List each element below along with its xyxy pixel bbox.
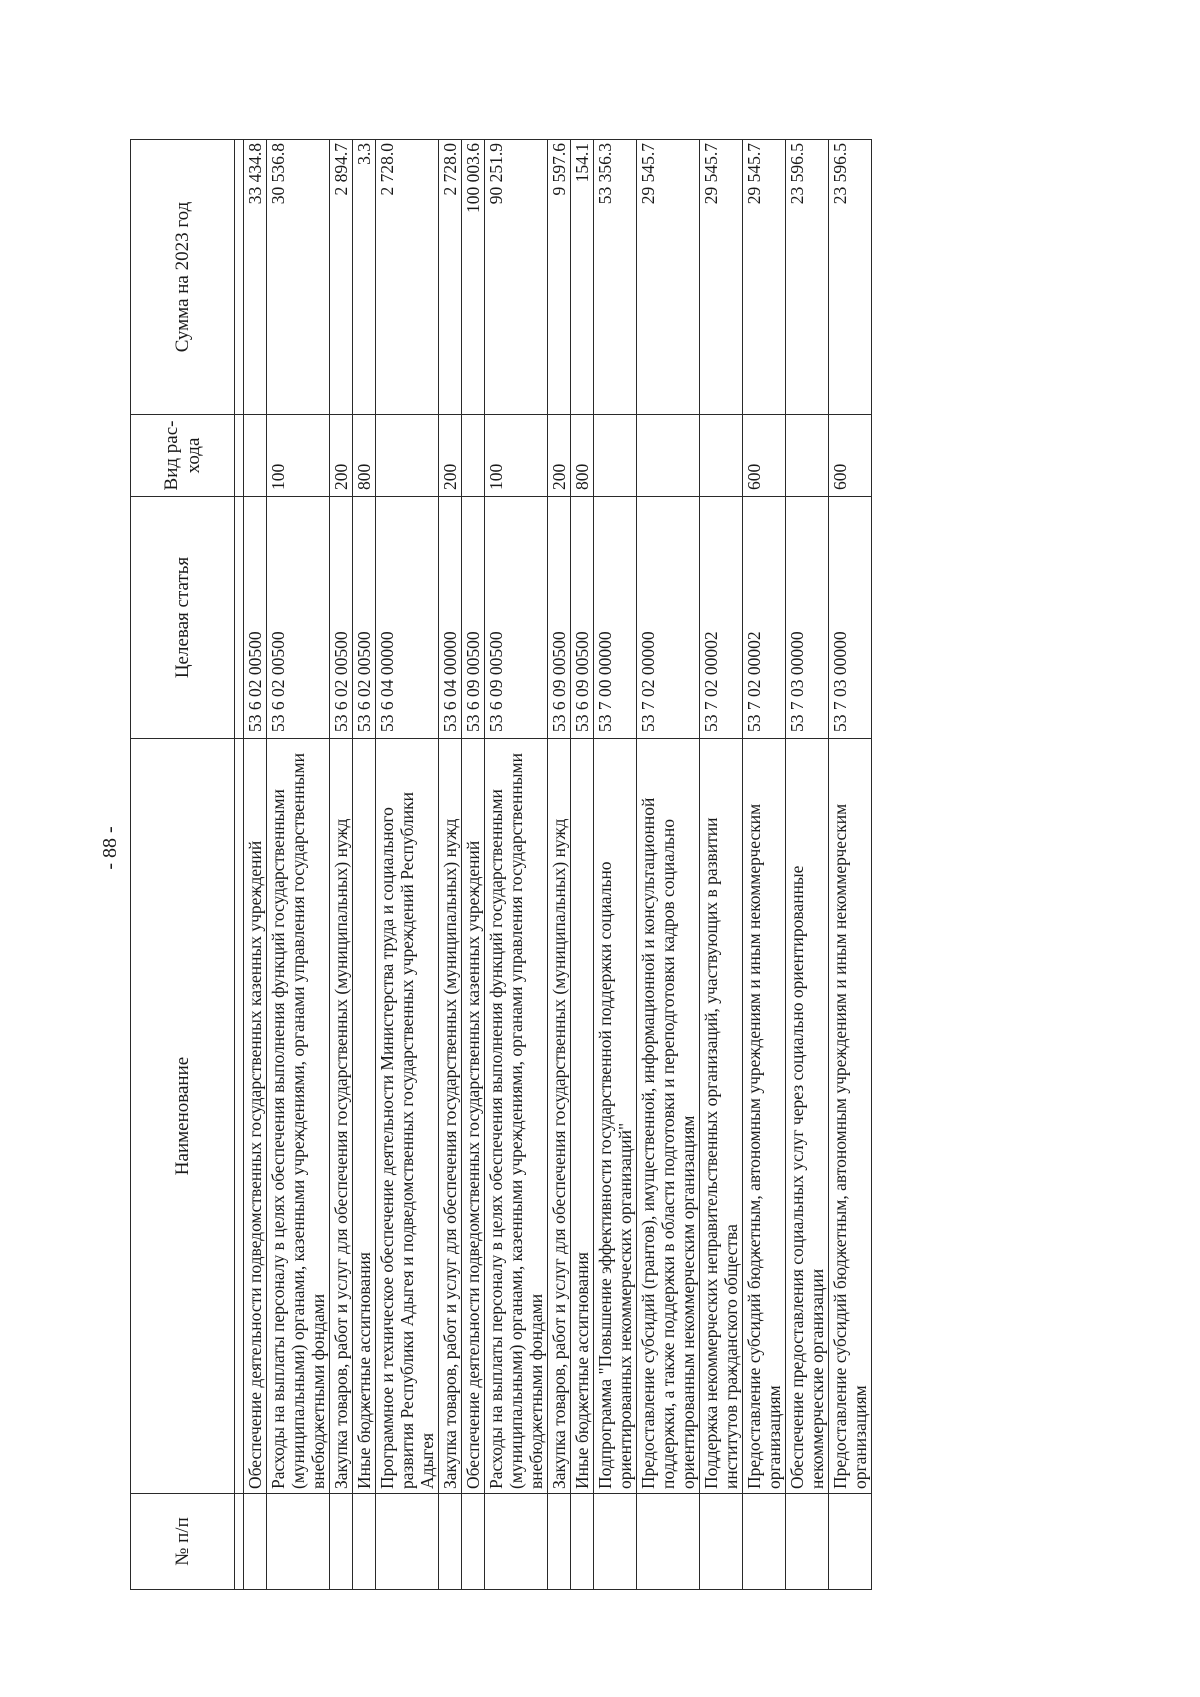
cell-number bbox=[235, 1494, 244, 1590]
cell-number bbox=[743, 1494, 786, 1590]
cell-amount: 29 545.7 bbox=[637, 140, 700, 415]
cell-target-article: 53 7 02 00002 bbox=[743, 497, 786, 739]
cell-number bbox=[594, 1494, 637, 1590]
cell-amount: 29 545.7 bbox=[743, 140, 786, 415]
cell-target-article: 53 7 02 00000 bbox=[637, 497, 700, 739]
table-row bbox=[637, 140, 700, 1590]
cell-name: Иные бюджетные ассигнования bbox=[353, 739, 376, 1494]
cell-target-article bbox=[235, 497, 244, 739]
cell-amount: 2 728.0 bbox=[376, 140, 439, 415]
cell-expense-type: 600 bbox=[829, 415, 872, 497]
cell-expense-type: 800 bbox=[571, 415, 594, 497]
cell-name: Расходы на выплаты персоналу в целях обеспечения выполнения функций государственными (муниципальными) органами, казенными учреждениями, органами управления государственными внебюджетными фондами bbox=[267, 739, 330, 1494]
cell-number bbox=[571, 1494, 594, 1590]
cell-amount: 154.1 bbox=[571, 140, 594, 415]
cell-expense-type bbox=[462, 415, 485, 497]
cell-number bbox=[353, 1494, 376, 1590]
cell-target-article: 53 7 03 00000 bbox=[786, 497, 829, 739]
cell-number bbox=[786, 1494, 829, 1590]
cell-target-article: 53 6 02 00500 bbox=[330, 497, 353, 739]
table-row bbox=[548, 140, 571, 1590]
table-header-row bbox=[131, 140, 235, 1590]
cell-target-article: 53 6 09 00500 bbox=[548, 497, 571, 739]
table-row bbox=[353, 140, 376, 1590]
table-row bbox=[829, 140, 872, 1590]
cell-name: Иные бюджетные ассигнования bbox=[571, 739, 594, 1494]
table-row bbox=[462, 140, 485, 1590]
cell-target-article: 53 6 09 00500 bbox=[571, 497, 594, 739]
cell-amount bbox=[235, 140, 244, 415]
cell-number bbox=[267, 1494, 330, 1590]
cell-target-article: 53 6 02 00500 bbox=[244, 497, 267, 739]
cell-number bbox=[637, 1494, 700, 1590]
cell-amount: 2 894.7 bbox=[330, 140, 353, 415]
cell-number bbox=[548, 1494, 571, 1590]
table-row bbox=[267, 140, 330, 1590]
table-row bbox=[235, 140, 244, 1590]
cell-number bbox=[244, 1494, 267, 1590]
cell-name: Предоставление субсидий (грантов), имущественной, информационной и консультационной поддержки, а также поддержки в области подготовки и переподготовки кадров социально ориентированным некоммерческим организациям bbox=[637, 739, 700, 1494]
cell-number bbox=[439, 1494, 462, 1590]
rotated-table-container bbox=[130, 140, 872, 1590]
cell-expense-type bbox=[637, 415, 700, 497]
cell-expense-type: 100 bbox=[267, 415, 330, 497]
cell-amount: 33 434.8 bbox=[244, 140, 267, 415]
cell-name: Предоставление субсидий бюджетным, автономным учреждениям и иным некоммерческим организациям bbox=[829, 739, 872, 1494]
table-row bbox=[439, 140, 462, 1590]
cell-name: Закупка товаров, работ и услуг для обеспечения государственных (муниципальных) нужд bbox=[439, 739, 462, 1494]
cell-expense-type bbox=[244, 415, 267, 497]
cell-expense-type bbox=[235, 415, 244, 497]
cell-name: Предоставление субсидий бюджетным, автономным учреждениям и иным некоммерческим организациям bbox=[743, 739, 786, 1494]
table-row bbox=[743, 140, 786, 1590]
cell-name: Закупка товаров, работ и услуг для обеспечения государственных (муниципальных) нужд bbox=[548, 739, 571, 1494]
cell-amount: 23 596.5 bbox=[829, 140, 872, 415]
cell-expense-type: 200 bbox=[548, 415, 571, 497]
cell-target-article: 53 7 02 00002 bbox=[700, 497, 743, 739]
page-number: - 88 - bbox=[99, 826, 121, 870]
cell-amount: 23 596.5 bbox=[786, 140, 829, 415]
cell-name: Обеспечение деятельности подведомственных государственных казенных учреждений bbox=[462, 739, 485, 1494]
cell-name: Расходы на выплаты персоналу в целях обеспечения выполнения функций государственными (муниципальными) органами, казенными учреждениями, органами управления государственными внебюджетными фондами bbox=[485, 739, 548, 1494]
cell-target-article: 53 6 04 00000 bbox=[376, 497, 439, 739]
table-row bbox=[700, 140, 743, 1590]
header-name: Наименование bbox=[131, 739, 235, 1494]
cell-name: Поддержка некоммерческих неправительственных организаций, участвующих в развитии институтов гражданского общества bbox=[700, 739, 743, 1494]
cell-number bbox=[700, 1494, 743, 1590]
cell-name: Обеспечение предоставления социальных услуг через социально ориентированные некоммерческие организации bbox=[786, 739, 829, 1494]
cell-target-article: 53 6 09 00500 bbox=[462, 497, 485, 739]
table-row bbox=[376, 140, 439, 1590]
cell-amount: 29 545.7 bbox=[700, 140, 743, 415]
cell-number bbox=[829, 1494, 872, 1590]
cell-number bbox=[462, 1494, 485, 1590]
cell-expense-type: 100 bbox=[485, 415, 548, 497]
cell-target-article: 53 6 02 00500 bbox=[267, 497, 330, 739]
header-target-article: Целевая статья bbox=[131, 497, 235, 739]
cell-expense-type bbox=[786, 415, 829, 497]
header-number: № п/п bbox=[131, 1494, 235, 1590]
cell-target-article: 53 7 00 00000 bbox=[594, 497, 637, 739]
cell-amount: 100 003.6 bbox=[462, 140, 485, 415]
cell-amount: 53 356.3 bbox=[594, 140, 637, 415]
cell-expense-type: 200 bbox=[439, 415, 462, 497]
header-expense-type: Вид рас- хода bbox=[131, 415, 235, 497]
cell-expense-type bbox=[594, 415, 637, 497]
cell-name: Закупка товаров, работ и услуг для обеспечения государственных (муниципальных) нужд bbox=[330, 739, 353, 1494]
cell-amount: 3.3 bbox=[353, 140, 376, 415]
cell-number bbox=[330, 1494, 353, 1590]
cell-target-article: 53 6 09 00500 bbox=[485, 497, 548, 739]
cell-expense-type: 200 bbox=[330, 415, 353, 497]
cell-name: Подпрограмма "Повышение эффективности государственной поддержки социально ориентированных некоммерческих организаций" bbox=[594, 739, 637, 1494]
table-row bbox=[594, 140, 637, 1590]
cell-expense-type: 800 bbox=[353, 415, 376, 497]
cell-expense-type bbox=[376, 415, 439, 497]
cell-amount: 9 597.6 bbox=[548, 140, 571, 415]
table-row bbox=[485, 140, 548, 1590]
cell-name: Программное и техническое обеспечение деятельности Министерства труда и социального развития Республики Адыгея и подведомственных государственных учреждений Республики Адыгея bbox=[376, 739, 439, 1494]
cell-amount: 2 728.0 bbox=[439, 140, 462, 415]
cell-target-article: 53 6 02 00500 bbox=[353, 497, 376, 739]
cell-name: Обеспечение деятельности подведомственных государственных казенных учреждений bbox=[244, 739, 267, 1494]
cell-expense-type bbox=[700, 415, 743, 497]
cell-number bbox=[376, 1494, 439, 1590]
table-row bbox=[330, 140, 353, 1590]
cell-name bbox=[235, 739, 244, 1494]
cell-expense-type: 600 bbox=[743, 415, 786, 497]
budget-table bbox=[130, 139, 872, 1590]
table-row bbox=[571, 140, 594, 1590]
cell-amount: 90 251.9 bbox=[485, 140, 548, 415]
header-amount: Сумма на 2023 год bbox=[131, 140, 235, 415]
cell-amount: 30 536.8 bbox=[267, 140, 330, 415]
cell-target-article: 53 6 04 00000 bbox=[439, 497, 462, 739]
cell-number bbox=[485, 1494, 548, 1590]
cell-target-article: 53 7 03 00000 bbox=[829, 497, 872, 739]
table-row bbox=[786, 140, 829, 1590]
table-row bbox=[244, 140, 267, 1590]
